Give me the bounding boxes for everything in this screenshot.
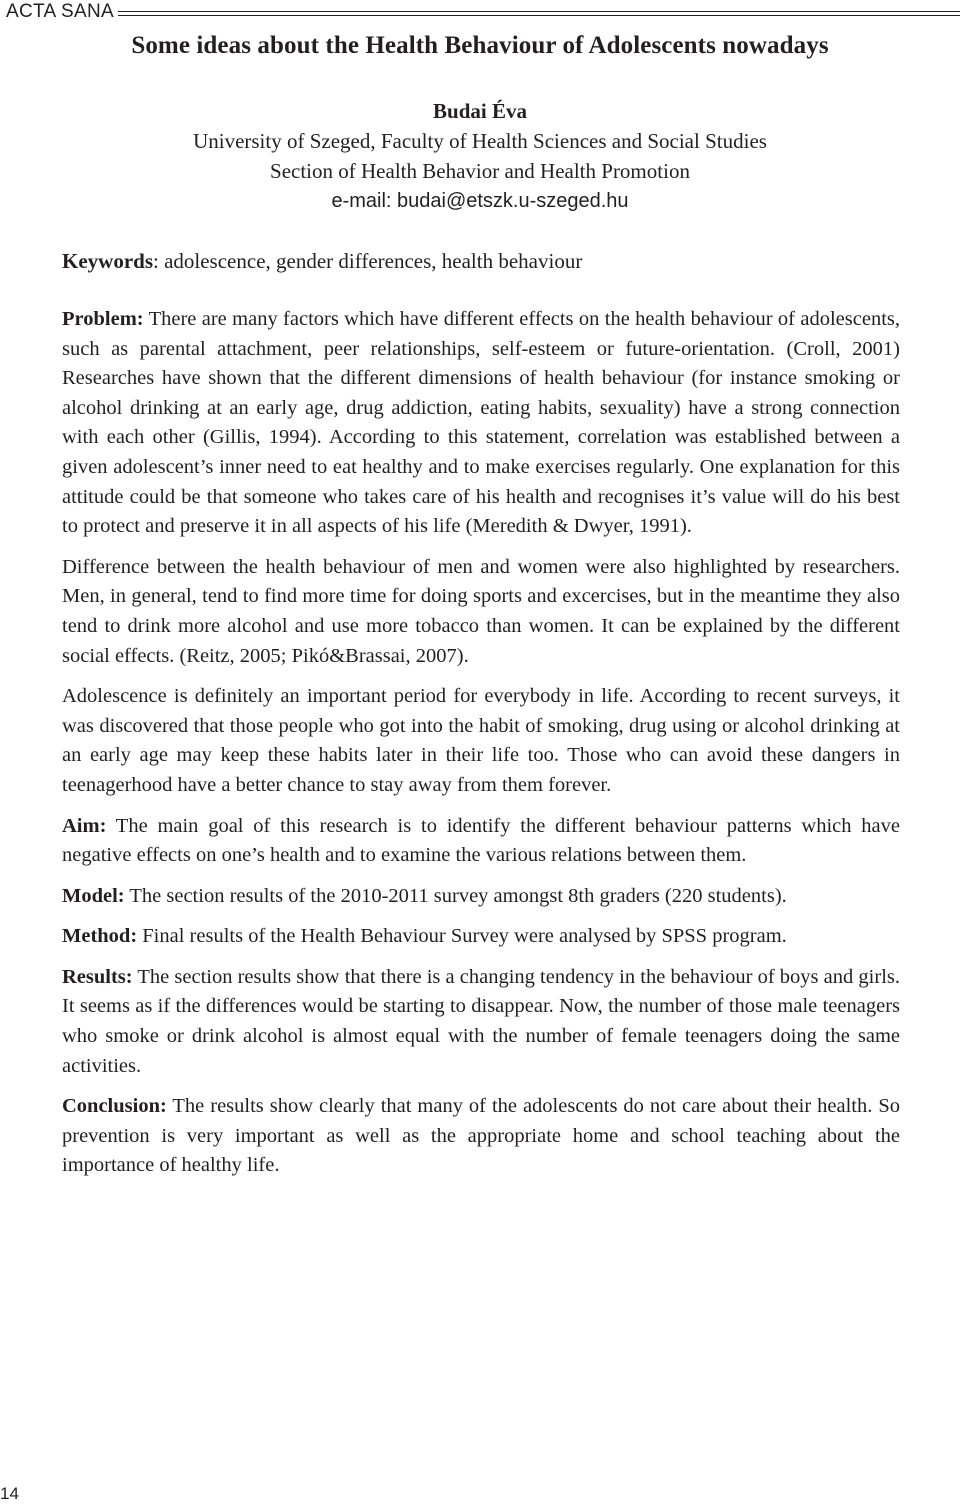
page-number: 14 (0, 1484, 19, 1503)
aim-paragraph (62, 812, 900, 871)
journal-header (6, 0, 960, 24)
difference-paragraph: Difference between the health behaviour of men and women were also highlighted by researchers. Men, in general, tend to find more time for doing sports and excercises, but in the meantime they also tend to drink more alcohol and use more tobacco than women. It can be explained by the different social effects. (Reitz, 2005; Pikó&Brassai, 2007). (62, 555, 900, 667)
author-affiliation: University of Szeged, Faculty of Health Sciences and Social Studies (193, 129, 767, 153)
conclusion-label: Conclusion: (62, 1095, 167, 1118)
conclusion-text: The results show clearly that many of the adolescents do not care about their health. So prevention is very important as well as the appropriate home and school teaching about the importance of healthy life. (62, 1095, 900, 1177)
method-paragraph (62, 922, 900, 952)
keywords-text: : adolescence, gender differences, health behaviour (153, 249, 583, 273)
journal-name: ACTA SANA (6, 1, 114, 22)
method-label: Method: (62, 925, 138, 948)
article-title: Some ideas about the Health Behaviour of Adolescents nowadays (131, 32, 829, 59)
model-paragraph (62, 882, 900, 912)
model-label: Model: (62, 884, 125, 907)
problem-text: There are many factors which have different effects on the health behaviour of adolescents, such as parental attachment, peer relationships, self-esteem or future-orientation. (Croll, 2001) Researches have shown that the different dimensions of health behaviour (for instance smoking or alcohol drinking at an early age, drug addiction, eating habits, sexuality) have a strong connection with each other (Gillis, 1994). According to this statement, correlation was established between a given adolescent’s inner need to eat healthy and to make exercises regularly. One explanation for this attitude could be that someone who takes care of his health and recognises it’s value will do his best to protect and preserve it in all aspects of his life (Meredith & Dwyer, 1991). (62, 308, 900, 538)
results-text: The section results show that there is a changing tendency in the behaviour of boys and girls. It seems as if the differences would be starting to disappear. Now, the number of those male teenagers who smoke or drink alcohol is almost equal with the number of female teenagers doing the same activities. (62, 965, 900, 1077)
method-text: Final results of the Health Behaviour Survey were analysed by SPSS program. (137, 925, 787, 948)
problem-paragraph (62, 305, 900, 542)
results-paragraph (62, 963, 900, 1081)
aim-label: Aim: (62, 814, 107, 837)
conclusion-paragraph (62, 1092, 900, 1181)
keywords-line (62, 246, 582, 276)
author-name: Budai Éva (433, 99, 527, 123)
author-email: e-mail: budai@etszk.u-szeged.hu (331, 190, 629, 212)
aim-text: The main goal of this research is to identify the different behaviour patterns which have negative effects on one’s health and to examine the various relations between them. (62, 814, 900, 867)
problem-label: Problem: (62, 308, 144, 330)
keywords-label: Keywords (62, 249, 153, 273)
model-text: The section results of the 2010-2011 survey amongst 8th graders (220 students). (124, 884, 787, 907)
author-block (0, 96, 960, 216)
adolescence-paragraph: Adolescence is definitely an important period for everybody in life. According to recent surveys, it was discovered that those people who got into the habit of smoking, drug using or alcohol drinking at an early age may keep these habits later in their life too. Those who can avoid these dangers in teenagerhood have a better chance to stay away from them forever. (62, 685, 900, 796)
results-label: Results: (62, 965, 133, 988)
abstract-body (62, 305, 900, 1192)
header-rule (118, 11, 960, 16)
author-section: Section of Health Behavior and Health Promotion (270, 159, 690, 183)
